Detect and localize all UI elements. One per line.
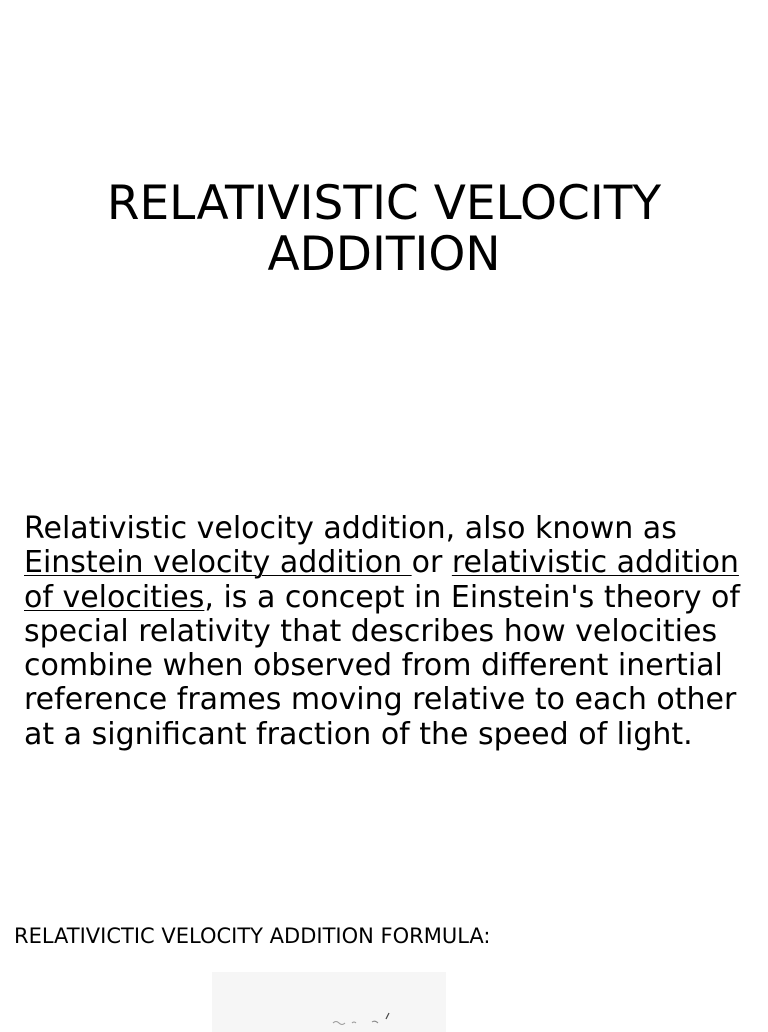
title-line-2: ADDITION [267,227,501,282]
formula-glyphs-icon [212,972,446,1032]
intro-paragraph [24,512,754,752]
page-title [0,178,768,280]
formula-image [212,972,446,1032]
relativistic-addition-of-velocities-link[interactable]: relativistic addition of velocities [24,545,739,615]
formula-heading: RELATIVICTIC VELOCITY ADDITION FORMULA: [14,924,491,948]
title-line-1: RELATIVISTIC VELOCITY [106,176,662,231]
einstein-velocity-addition-link[interactable]: Einstein velocity addition [24,545,412,581]
intro-text-3: , is a concept in Einstein's theory of special relativity that describes how velocities combine when observed from different inertial reference frames moving relative to each other at a significant fraction of the speed of light. [24,579,740,752]
intro-text-2: or [411,545,452,581]
intro-text-1: Relativistic velocity addition, also known as [24,511,677,546]
